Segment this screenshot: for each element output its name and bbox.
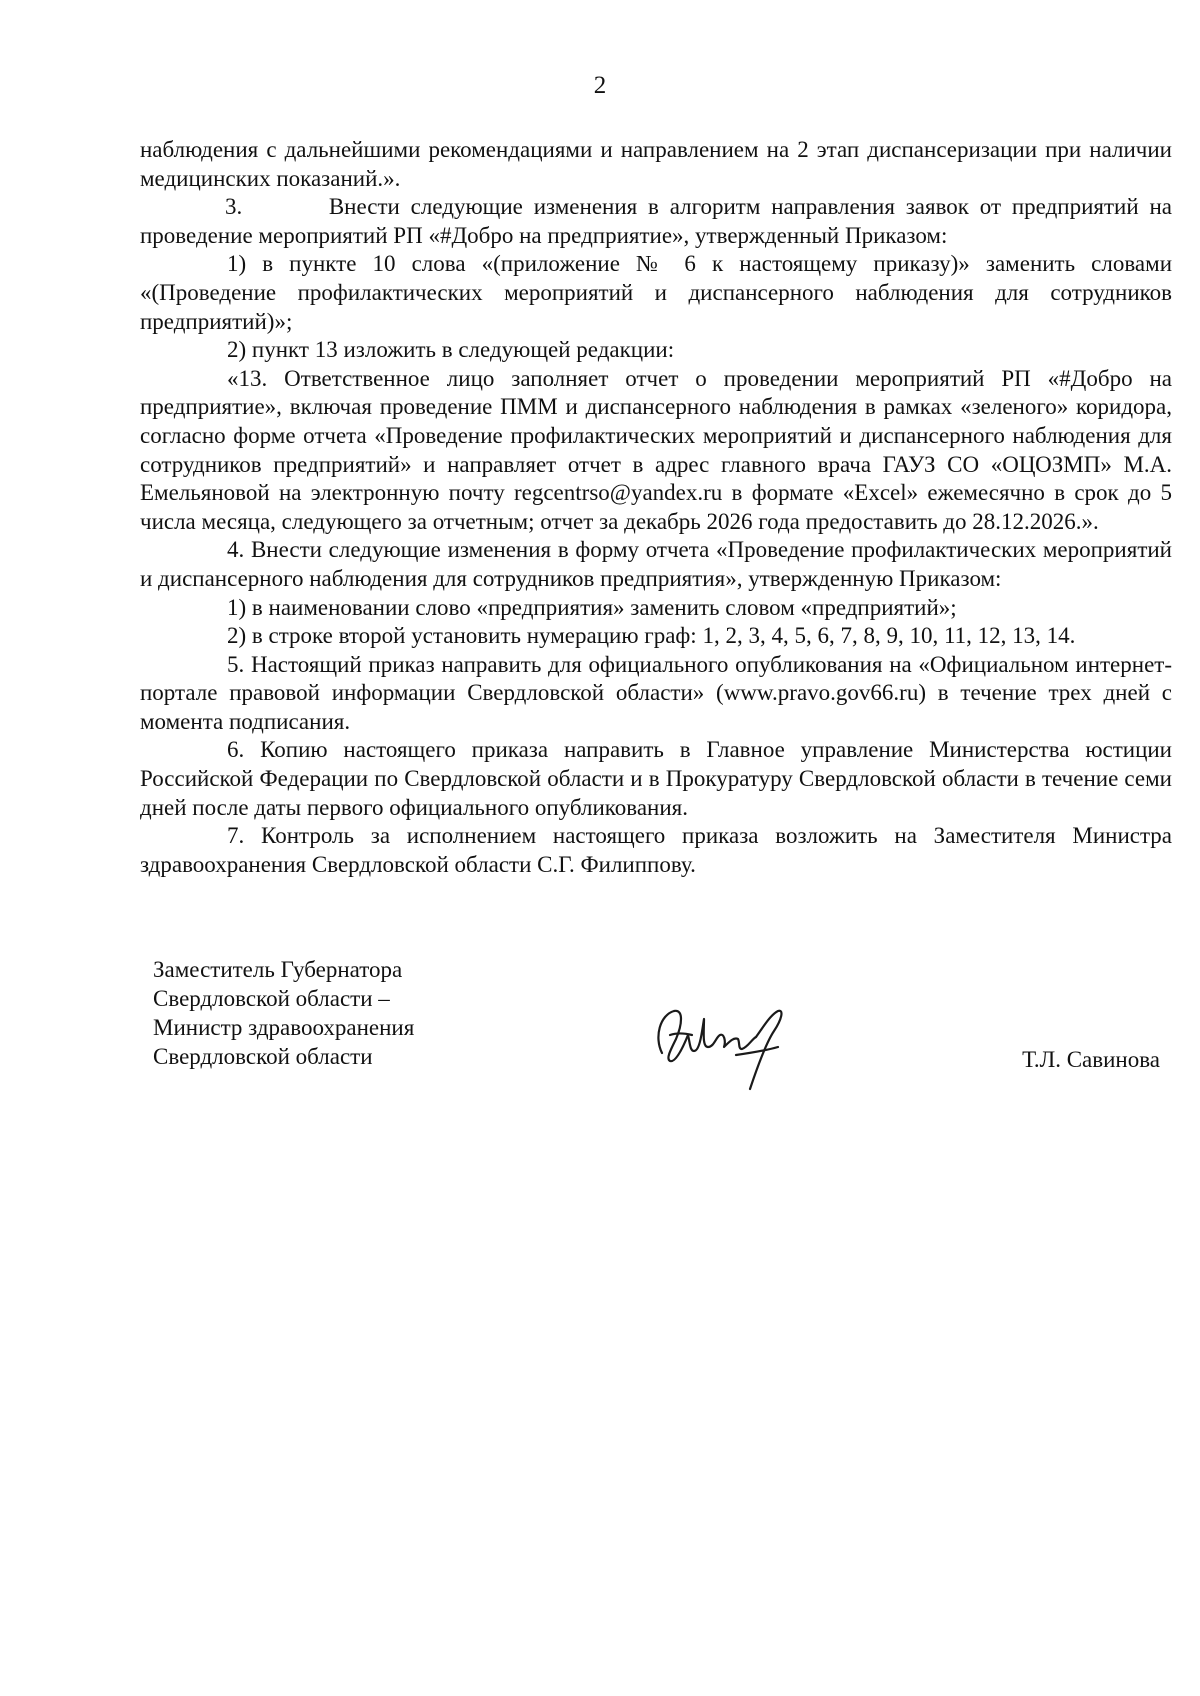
- signatory-name: Т.Л. Савинова: [1022, 1047, 1160, 1072]
- paragraph-continuation: наблюдения с дальнейшими рекомендациями и направлением на 2 этап диспансеризации при наличии медицинских показаний.».: [140, 137, 1172, 191]
- document-body: [140, 136, 1178, 879]
- paragraph-item-6: 6. Копию настоящего приказа направить в Главное управление Министерства юстиции Российской Федерации по Свердловской области и в Прокуратуру Свердловской области в течение семи дней после даты первого официального опубликования.: [140, 737, 1172, 820]
- paragraph-subitem-4-1: 1) в наименовании слово «предприятия» заменить словом «предприятий»;: [227, 594, 957, 620]
- signatory-title-line: Министр здравоохранения: [153, 1015, 415, 1040]
- paragraph-subitem-3-2: 2) пункт 13 изложить в следующей редакции:: [227, 337, 675, 363]
- paragraph-item-3: 3. Внести следующие изменения в алгоритм направления заявок от предприятий на проведение мероприятий РП «#Добро на предприятие», утвержденный Приказом:: [140, 194, 1178, 248]
- paragraph-item-4: 4. Внести следующие изменения в форму отчета «Проведение профилактических мероприятий и диспансерного наблюдения для сотрудников предприятия», утвержденную Приказом:: [140, 537, 1172, 591]
- signatory-title-line: Заместитель Губернатора: [153, 957, 403, 982]
- paragraph-quote-item-13: «13. Ответственное лицо заполняет отчет о проведении мероприятий РП «#Добро на предприятие», включая проведение ПММ и диспансерного наблюдения в рамках «зеленого» коридора, согласно форме отчета «Проведение профилактических мероприятий и диспансерного наблюдения для сотрудников предприятий» и направляет отчет в адрес главного врача ГАУЗ СО «ОЦОЗМП» М.А. Емельяновой на электронную почту regcentrso@yandex.ru в формате «Excel» ежемесячно в срок до 5 числа месяца, следующего за отчетным; отчет за декабрь 2026 года предоставить до 28.12.2026.».: [140, 365, 1172, 534]
- signatory-title-line: Свердловской области: [153, 1044, 373, 1069]
- paragraph-subitem-3-1: 1) в пункте 10 слова «(приложение № 6 к настоящему приказу)» заменить словами «(Проведение профилактических мероприятий и диспансерного наблюдения для сотрудников предприятий)»;: [140, 251, 1172, 334]
- handwritten-signature: [640, 985, 800, 1105]
- page-number: 2: [593, 72, 607, 99]
- signatory-title: [153, 955, 414, 1071]
- signatory-title-line: Свердловской области –: [153, 986, 390, 1011]
- paragraph-item-5: 5. Настоящий приказ направить для официального опубликования на «Официальном интернет-портале правовой информации Свердловской области» (www.pravo.gov66.ru) в течение трех дней с момента подписания.: [140, 651, 1172, 734]
- paragraph-item-7: 7. Контроль за исполнением настоящего приказа возложить на Заместителя Министра здравоохранения Свердловской области С.Г. Филиппову.: [140, 823, 1172, 877]
- paragraph-subitem-4-2: 2) в строке второй установить нумерацию граф: 1, 2, 3, 4, 5, 6, 7, 8, 9, 10, 11, 12, 13, 14.: [227, 623, 1076, 649]
